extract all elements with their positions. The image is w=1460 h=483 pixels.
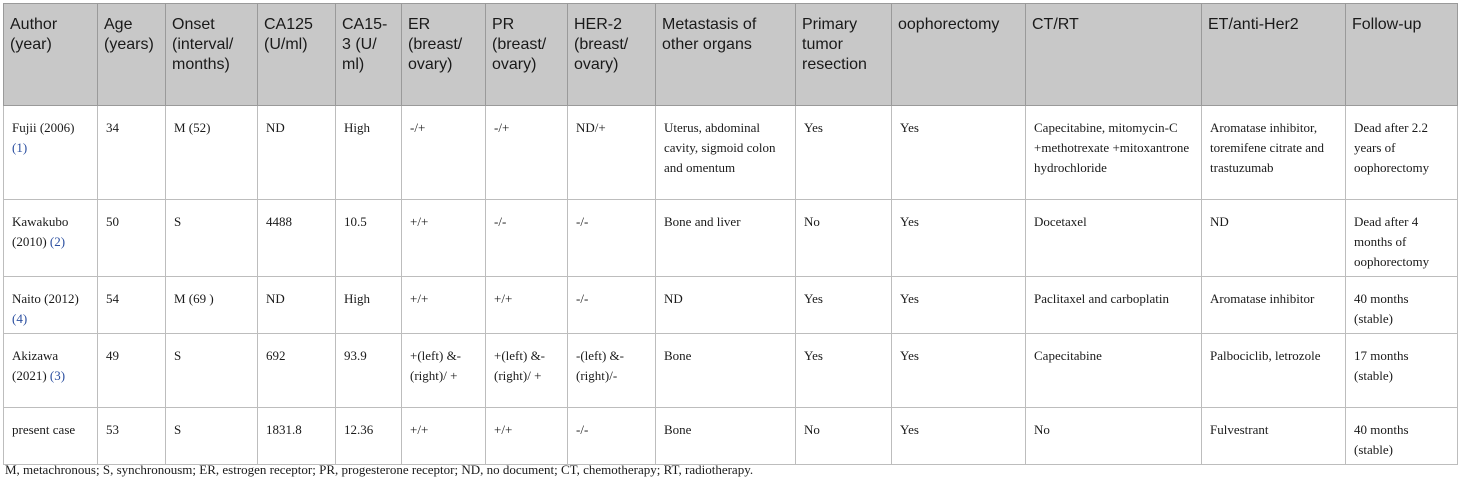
cell-author: [4, 106, 98, 200]
cell-ca125: ND: [258, 106, 336, 200]
cell-oophorectomy: Yes: [892, 408, 1026, 465]
header-er: ER (breast/ ovary): [402, 4, 486, 106]
cell-age: 50: [98, 200, 166, 277]
header-ctrt: CT/RT: [1026, 4, 1202, 106]
header-onset: Onset (interval/ months): [166, 4, 258, 106]
cell-resection: No: [796, 200, 892, 277]
case-comparison-table: [3, 3, 1458, 465]
cell-ca125: 4488: [258, 200, 336, 277]
cell-pr: +(left) &-(right)/ +: [486, 334, 568, 408]
cell-ctrt: No: [1026, 408, 1202, 465]
cell-her2: -/-: [568, 200, 656, 277]
header-metastasis: Metastasis of other organs: [656, 4, 796, 106]
cell-et: ND: [1202, 200, 1346, 277]
cell-onset: M (69 ): [166, 277, 258, 334]
cell-ca153: 93.9: [336, 334, 402, 408]
header-pr: PR (breast/ ovary): [486, 4, 568, 106]
cell-followup: Dead after 2.2 years of oophorectomy: [1346, 106, 1458, 200]
table-row: [4, 200, 1458, 277]
cell-er: +/+: [402, 408, 486, 465]
cell-ctrt: Capecitabine: [1026, 334, 1202, 408]
header-oophorectomy: oophorectomy: [892, 4, 1026, 106]
header-ca153: CA15-3 (U/ ml): [336, 4, 402, 106]
cell-et: Palbociclib, letrozole: [1202, 334, 1346, 408]
cell-age: 54: [98, 277, 166, 334]
cell-oophorectomy: Yes: [892, 334, 1026, 408]
cell-oophorectomy: Yes: [892, 277, 1026, 334]
table-row: [4, 334, 1458, 408]
cell-followup: Dead after 4 months of oophorectomy: [1346, 200, 1458, 277]
cell-pr: -/-: [486, 200, 568, 277]
cell-ctrt: Paclitaxel and carboplatin: [1026, 277, 1202, 334]
table-footnote: M, metachronous; S, synchronousm; ER, estrogen receptor; PR, progesterone receptor; ND, no document; CT, chemotherapy; RT, radiotherapy.: [5, 462, 754, 477]
reference-link[interactable]: (4): [12, 311, 28, 326]
table-header-row: [4, 4, 1458, 106]
cell-onset: S: [166, 408, 258, 465]
table-row: [4, 408, 1458, 465]
author-name: present case: [12, 422, 76, 437]
cell-ca125: ND: [258, 277, 336, 334]
cell-er: +/+: [402, 200, 486, 277]
cell-age: 49: [98, 334, 166, 408]
header-ca125: CA125 (U/ml): [258, 4, 336, 106]
cell-followup: 40 months (stable): [1346, 408, 1458, 465]
cell-author: [4, 277, 98, 334]
header-et: ET/anti-Her2: [1202, 4, 1346, 106]
reference-link[interactable]: (1): [12, 140, 28, 155]
cell-onset: S: [166, 200, 258, 277]
cell-her2: -/-: [568, 408, 656, 465]
cell-ca153: High: [336, 106, 402, 200]
cell-pr: +/+: [486, 408, 568, 465]
cell-author: [4, 334, 98, 408]
cell-metastasis: Bone: [656, 334, 796, 408]
cell-er: -/+: [402, 106, 486, 200]
cell-pr: -/+: [486, 106, 568, 200]
cell-ca153: High: [336, 277, 402, 334]
header-resection: Primary tumor resection: [796, 4, 892, 106]
cell-onset: S: [166, 334, 258, 408]
cell-ca125: 1831.8: [258, 408, 336, 465]
table-row: [4, 106, 1458, 200]
header-age: Age (years): [98, 4, 166, 106]
table-row: [4, 277, 1458, 334]
reference-link[interactable]: (2): [49, 234, 66, 249]
cell-author: [4, 408, 98, 465]
cell-et: Aromatase inhibitor, toremifene citrate and trastuzumab: [1202, 106, 1346, 200]
cell-metastasis: Bone: [656, 408, 796, 465]
cell-resection: Yes: [796, 277, 892, 334]
author-name: Kawakubo (2010): [12, 214, 69, 249]
author-name: Fujii (2006): [12, 120, 75, 135]
cell-her2: -/-: [568, 277, 656, 334]
cell-resection: Yes: [796, 106, 892, 200]
cell-ca153: 10.5: [336, 200, 402, 277]
reference-link[interactable]: (3): [49, 368, 66, 383]
author-name: Naito (2012): [12, 291, 79, 306]
cell-metastasis: Bone and liver: [656, 200, 796, 277]
cell-followup: 40 months (stable): [1346, 277, 1458, 334]
cell-followup: 17 months (stable): [1346, 334, 1458, 408]
cell-author: [4, 200, 98, 277]
header-author: Author (year): [4, 4, 98, 106]
cell-et: Fulvestrant: [1202, 408, 1346, 465]
cell-pr: +/+: [486, 277, 568, 334]
cell-age: 53: [98, 408, 166, 465]
cell-metastasis: Uterus, abdominal cavity, sigmoid colon and omentum: [656, 106, 796, 200]
author-name: Akizawa (2021): [12, 348, 59, 383]
cell-age: 34: [98, 106, 166, 200]
cell-onset: M (52): [166, 106, 258, 200]
cell-ctrt: Capecitabine, mitomycin-C +methotrexate +mitoxantrone hydrochloride: [1026, 106, 1202, 200]
cell-ca125: 692: [258, 334, 336, 408]
cell-her2: ND/+: [568, 106, 656, 200]
cell-er: +/+: [402, 277, 486, 334]
cell-oophorectomy: Yes: [892, 200, 1026, 277]
cell-resection: No: [796, 408, 892, 465]
header-her2: HER-2 (breast/ ovary): [568, 4, 656, 106]
cell-oophorectomy: Yes: [892, 106, 1026, 200]
header-followup: Follow-up: [1346, 4, 1458, 106]
cell-metastasis: ND: [656, 277, 796, 334]
cell-er: +(left) &-(right)/ +: [402, 334, 486, 408]
cell-resection: Yes: [796, 334, 892, 408]
cell-ca153: 12.36: [336, 408, 402, 465]
cell-ctrt: Docetaxel: [1026, 200, 1202, 277]
cell-her2: -(left) &-(right)/-: [568, 334, 656, 408]
cell-et: Aromatase inhibitor: [1202, 277, 1346, 334]
